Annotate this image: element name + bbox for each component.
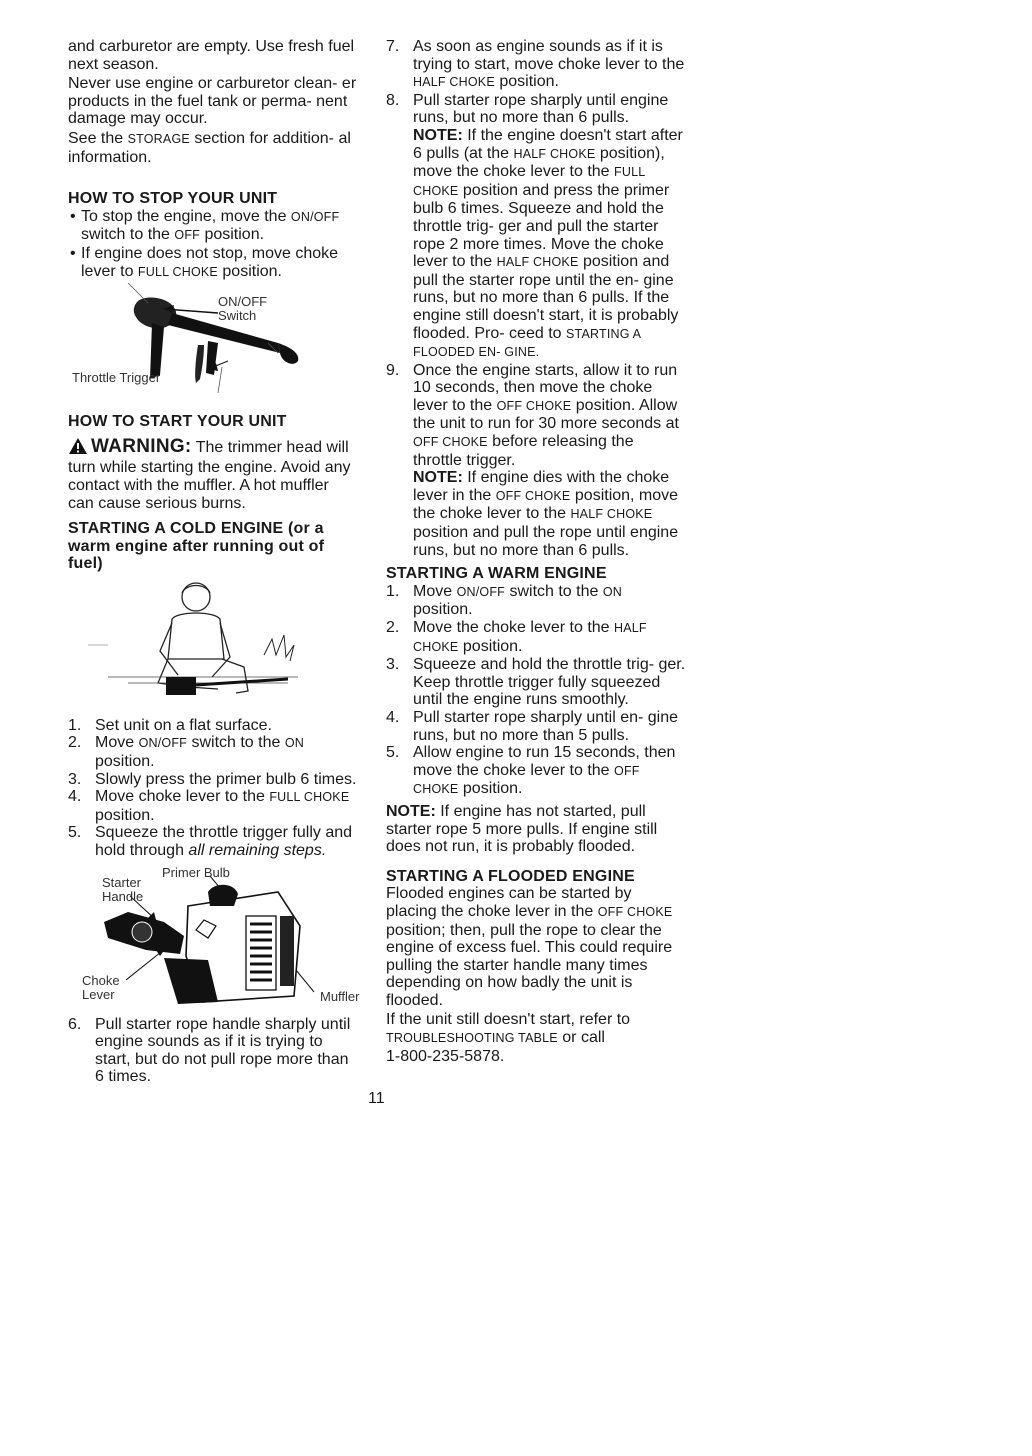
page-number: 11 — [368, 1090, 385, 1107]
handle-illustration — [68, 283, 358, 407]
warning-icon — [68, 437, 88, 460]
muffler-label: Muffler — [320, 988, 360, 1004]
primer-bulb-label: Primer Bulb — [162, 864, 230, 880]
list-item: 9. Once the engine starts, allow it to run 10 seconds, then move the choke lever to the OFF CHOKE position. Allow the unit to run for 30 more seconds at OFF CHOKE before releasing the throttle trigger. NOTE: If engine dies with the choke lever in the OFF CHOKE position, move the choke lever to the HALF CHOKE position and pull the rope until engine runs, but no more than 6 pulls. — [386, 362, 686, 560]
operator-illustration — [68, 579, 358, 711]
list-item: 5. Allow engine to run 15 seconds, then move the choke lever to the OFF CHOKE position. — [386, 744, 676, 798]
note-engine-dies: NOTE: If engine dies with the choke lever in the OFF CHOKE position, move the choke lever to the HALF CHOKE position and pull the rope until engine runs, but no more than 6 pulls. — [413, 469, 679, 559]
list-item: 1. Move ON/OFF switch to the ON position. — [386, 582, 622, 619]
start-unit-heading: HOW TO START YOUR UNIT — [68, 413, 287, 431]
handle-switch-figure — [68, 283, 358, 407]
warning-label: WARNING: — [91, 435, 192, 457]
intro-paragraph-1: and carburetor are empty. Use fresh fuel next season. — [68, 38, 355, 73]
warm-engine-steps — [386, 583, 686, 799]
list-item: 4. Move choke lever to the FULL CHOKE position. — [68, 788, 350, 824]
list-item: 1. Set unit on a flat surface. — [68, 716, 272, 734]
stop-unit-heading: HOW TO STOP YOUR UNIT — [68, 190, 278, 208]
cold-engine-steps — [68, 717, 358, 860]
left-column — [68, 38, 358, 1086]
warm-engine-heading: STARTING A WARM ENGINE — [386, 565, 607, 583]
phone-number: 1-800-235-5878. — [386, 1047, 505, 1065]
on-off-switch-label: ON/OFF Switch — [218, 294, 268, 324]
cold-engine-heading: STARTING A COLD ENGINE (or a warm engine after running out of fuel) — [68, 520, 325, 573]
starter-handle-label: Starter Handle — [102, 874, 144, 904]
list-item: • To stop the engine, move the ON/OFF switch to the OFF position. — [68, 208, 358, 245]
list-item: 8. Pull starter rope sharply until engine runs, but no more than 6 pulls. NOTE: If the engine doesn't start after 6 pulls (at the HALF CHOKE position), move the choke lever to the FULL CHOKE position and press the primer bulb 6 times. Squeeze and hold the throttle trig- ger and pull the starter rope 2 more times. Move the choke lever to the HALF CHOKE position and pull the starter rope until the en- gine runs, but no more than 6 pulls. If the engine still doesn't start, it is probably flooded. Pro- ceed to STARTING A FLOODED EN- GINE. — [386, 92, 686, 362]
list-item: • If engine does not stop, move choke lever to FULL CHOKE position. — [68, 245, 358, 281]
warning-text: The trimmer head will turn while starting the engine. Avoid any contact with the muffler. A hot muffler can cause serious burns. — [68, 438, 351, 512]
warning-block — [68, 437, 358, 512]
choke-lever-label: Choke Lever — [82, 972, 120, 1002]
cold-engine-steps-right — [386, 38, 686, 559]
troubleshooting-paragraph: If the unit still doesn't start, refer to TROUBLESHOOTING TABLE or call 1-800-235-5878. — [386, 1011, 631, 1065]
list-item: 5. Squeeze the throttle trigger fully and hold through all remaining steps. — [68, 824, 353, 860]
flooded-engine-paragraph: Flooded engines can be started by placing the choke lever in the OFF CHOKE position; then, pull the rope to clear the engine of excess fuel. This could require pulling the starter handle many times depending on how badly the unit is flooded. — [386, 885, 673, 1009]
warm-engine-note: NOTE: If engine has not started, pull starter rope 5 more pulls. If engine still does not run, it is probably flooded. — [386, 802, 658, 856]
intro-paragraph-2: Never use engine or carburetor clean- er products in the fuel tank or perma- nent damage may occur. — [68, 75, 357, 128]
list-item: 2. Move the choke lever to the HALF CHOKE position. — [386, 619, 647, 655]
list-item: 7. As soon as engine sounds as if it is trying to start, move choke lever to the HALF CHOKE position. — [386, 38, 685, 91]
throttle-trigger-label: Throttle Trigger — [72, 370, 161, 386]
intro-paragraph-3: See the STORAGE section for addition- al information. — [68, 129, 351, 166]
list-item: 4. Pull starter rope sharply until en- gine runs, but no more than 5 pulls. — [386, 708, 679, 744]
cold-engine-steps-continued — [68, 1016, 358, 1086]
list-item: 2. Move ON/OFF switch to the ON position. — [68, 734, 304, 771]
right-column — [386, 38, 686, 1067]
note-flooded-hint: NOTE: If the engine doesn't start after 6 pulls (at the HALF CHOKE position), move the choke lever to the FULL CHOKE position and press the primer bulb 6 times. Squeeze and hold the throttle trig- ger and pull the starter rope 2 more times. Move the choke lever to the HALF CHOKE position and pull the starter rope until the en- gine runs, but no more than 6 pulls. If the engine still doesn't start, it is probably flooded. Pro- ceed to STARTING A FLOODED EN- GINE. — [413, 126, 683, 360]
list-item: 3. Squeeze and hold the throttle trig- ger. Keep throttle trigger fully squeezed until the engine runs smoothly. — [386, 656, 686, 709]
kneeling-operator-figure — [68, 579, 358, 711]
engine-figure — [68, 866, 358, 1008]
stop-unit-list — [68, 208, 358, 281]
flooded-engine-heading: STARTING A FLOODED ENGINE — [386, 867, 635, 885]
list-item: 6. Pull starter rope handle sharply until engine sounds as if it is trying to start, but do not pull rope more than 6 times. — [68, 1015, 351, 1086]
list-item: 3. Slowly press the primer bulb 6 times. — [68, 770, 357, 788]
